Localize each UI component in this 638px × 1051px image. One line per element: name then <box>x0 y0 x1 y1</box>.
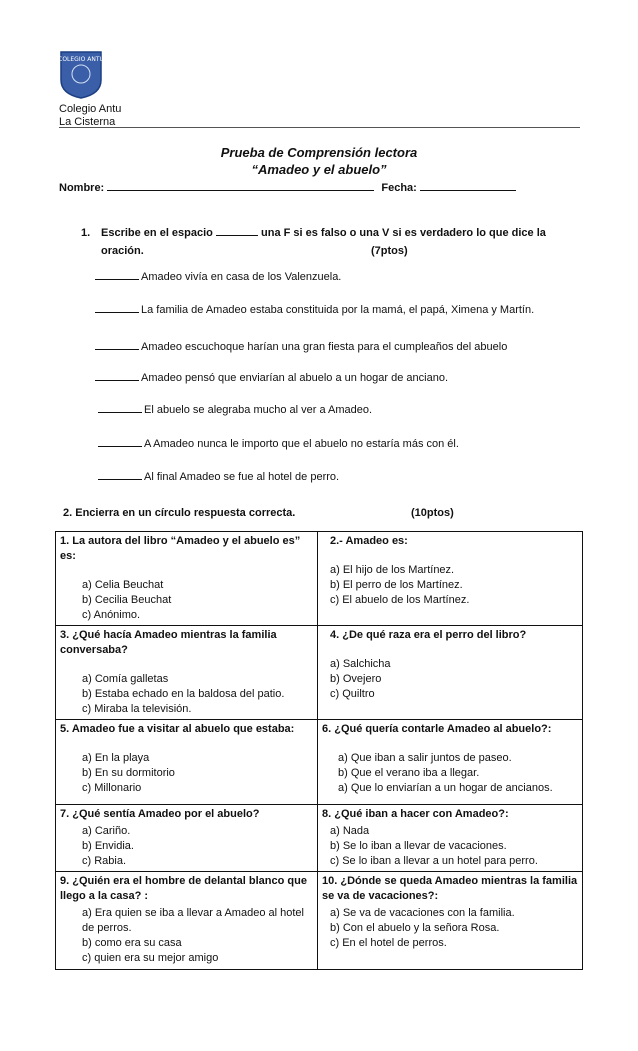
statement-text: A Amadeo nunca le importo que el abuelo no estaría más con él. <box>144 438 459 450</box>
mc-option[interactable]: a) Que iban a salir juntos de paseo. <box>338 752 512 764</box>
mc-question-10 <box>318 872 583 970</box>
statement-3 <box>95 339 507 353</box>
statement-text: Amadeo vivía en casa de los Valenzuela. <box>141 271 342 283</box>
mc-option[interactable]: a) Era quien se iba a llevar a Amadeo al hotel de perros. <box>82 907 304 934</box>
mc-option[interactable]: b) Estaba echado en la baldosa del patio. <box>82 688 285 700</box>
statement-text: Amadeo pensó que enviarían al abuelo a un hogar de anciano. <box>141 372 449 384</box>
answer-blank-1[interactable] <box>95 269 139 280</box>
mc-question-text: 8. ¿Qué iban a hacer con Amadeo?: <box>322 808 509 820</box>
mc-question-text: 3. ¿Qué hacía Amadeo mientras la familia conversaba? <box>60 629 277 656</box>
school-location: La Cisterna <box>59 116 116 128</box>
mc-question-6 <box>318 720 583 805</box>
question-2-points: (10ptos) <box>411 507 454 519</box>
instruction-blank <box>216 225 258 236</box>
mc-question-4 <box>318 626 583 720</box>
mc-option[interactable]: a) Cariño. <box>82 825 131 837</box>
mc-option[interactable]: b) Con el abuelo y la señora Rosa. <box>330 922 500 934</box>
statement-text: El abuelo se alegraba mucho al ver a Amadeo. <box>144 404 373 416</box>
mc-option[interactable]: b) Envidia. <box>82 840 134 852</box>
statement-6 <box>98 436 459 450</box>
answer-blank-7[interactable] <box>98 469 142 480</box>
mc-question-8 <box>318 805 583 872</box>
mc-question-3 <box>56 626 318 720</box>
mc-question-9 <box>56 872 318 970</box>
question-1-instruction-b: una F si es falso o una V si es verdadero lo que dice la <box>261 227 546 239</box>
mc-option[interactable]: b) El perro de los Martínez. <box>330 579 463 591</box>
mc-option[interactable]: a) Celia Beuchat <box>82 579 164 591</box>
statement-4 <box>95 370 448 384</box>
mc-option[interactable]: c) El abuelo de los Martínez. <box>330 594 470 606</box>
multiple-choice-table <box>55 531 583 970</box>
question-1-instruction-c: oración. <box>101 245 144 257</box>
mc-option[interactable]: c) quien era su mejor amigo <box>82 952 219 964</box>
mc-option[interactable]: a) En la playa <box>82 752 150 764</box>
mc-option[interactable]: c) Millonario <box>82 782 142 794</box>
statement-text: La familia de Amadeo estaba constituida por la mamá, el papá, Ximena y Martín. <box>141 304 535 316</box>
mc-question-text: 10. ¿Dónde se queda Amadeo mientras la familia se va de vacaciones?: <box>322 875 578 902</box>
mc-question-2 <box>318 532 583 626</box>
mc-option[interactable]: b) Que el verano iba a llegar. <box>338 767 480 779</box>
statement-text: Amadeo escuchoque harían una gran fiesta para el cumpleaños del abuelo <box>141 341 508 353</box>
question-1-instruction-a: Escribe en el espacio <box>101 227 213 239</box>
mc-option[interactable]: c) Se lo iban a llevar a un hotel para perro. <box>330 855 538 867</box>
mc-option[interactable]: a) El hijo de los Martínez. <box>330 564 455 576</box>
test-title: Prueba de Comprensión lectora <box>220 145 418 160</box>
question-1-number: 1. <box>81 227 91 239</box>
mc-option[interactable]: a) Salchicha <box>330 658 391 670</box>
mc-question-text: 5. Amadeo fue a visitar al abuelo que estaba: <box>60 723 295 735</box>
mc-question-text: 2.- Amadeo es: <box>330 535 408 547</box>
answer-blank-4[interactable] <box>95 370 139 381</box>
mc-question-text: 1. La autora del libro “Amadeo y el abuelo es” es: <box>60 535 301 562</box>
answer-blank-5[interactable] <box>98 402 142 413</box>
statement-7 <box>98 469 339 483</box>
mc-option[interactable]: c) Quiltro <box>330 688 375 700</box>
mc-question-text: 9. ¿Quién era el hombre de delantal blanco que llego a la casa? : <box>60 875 307 902</box>
question-2-instruction: 2. Encierra en un círculo respuesta correcta. <box>63 507 296 519</box>
mc-option[interactable]: a) Nada <box>330 825 370 837</box>
name-label: Nombre: <box>59 182 105 194</box>
mc-option[interactable]: c) Miraba la televisión. <box>82 703 192 715</box>
school-name: Colegio Antu <box>59 103 122 115</box>
mc-option[interactable]: b) Ovejero <box>330 673 382 685</box>
mc-option[interactable]: b) Cecilia Beuchat <box>82 594 172 606</box>
statement-text: Al final Amadeo se fue al hotel de perro. <box>144 471 340 483</box>
statement-5 <box>98 402 372 416</box>
header-divider <box>59 127 580 128</box>
answer-blank-2[interactable] <box>95 302 139 313</box>
mc-option[interactable]: b) En su dormitorio <box>82 767 175 779</box>
mc-question-text: 7. ¿Qué sentía Amadeo por el abuelo? <box>60 808 260 820</box>
name-field[interactable] <box>107 180 374 191</box>
mc-option[interactable]: c) Rabia. <box>82 855 127 867</box>
mc-option[interactable]: b) como era su casa <box>82 937 182 949</box>
date-field[interactable] <box>420 180 516 191</box>
story-title: “Amadeo y el abuelo” <box>251 162 387 177</box>
question-1-points: (7ptos) <box>371 245 408 257</box>
mc-question-1 <box>56 532 318 626</box>
statement-1 <box>95 269 341 283</box>
mc-question-7 <box>56 805 318 872</box>
statement-2 <box>95 302 534 316</box>
mc-question-text: 6. ¿Qué quería contarle Amadeo al abuelo?: <box>322 723 552 735</box>
answer-blank-3[interactable] <box>95 339 139 350</box>
mc-question-text: 4. ¿De qué raza era el perro del libro? <box>330 629 527 641</box>
mc-question-5 <box>56 720 318 805</box>
student-fields <box>59 180 516 194</box>
school-logo <box>59 50 103 100</box>
mc-option[interactable]: a) Comía galletas <box>82 673 169 685</box>
mc-option[interactable]: a) Se va de vacaciones con la familia. <box>330 907 515 919</box>
logo-text: COLEGIO ANTU <box>59 56 103 63</box>
answer-blank-6[interactable] <box>98 436 142 447</box>
date-label: Fecha: <box>381 182 417 194</box>
mc-option[interactable]: a) Que lo enviarían a un hogar de ancianos. <box>338 782 553 794</box>
mc-option[interactable]: c) Anónimo. <box>82 609 141 621</box>
mc-option[interactable]: c) En el hotel de perros. <box>330 937 447 949</box>
mc-option[interactable]: b) Se lo iban a llevar de vacaciones. <box>330 840 507 852</box>
